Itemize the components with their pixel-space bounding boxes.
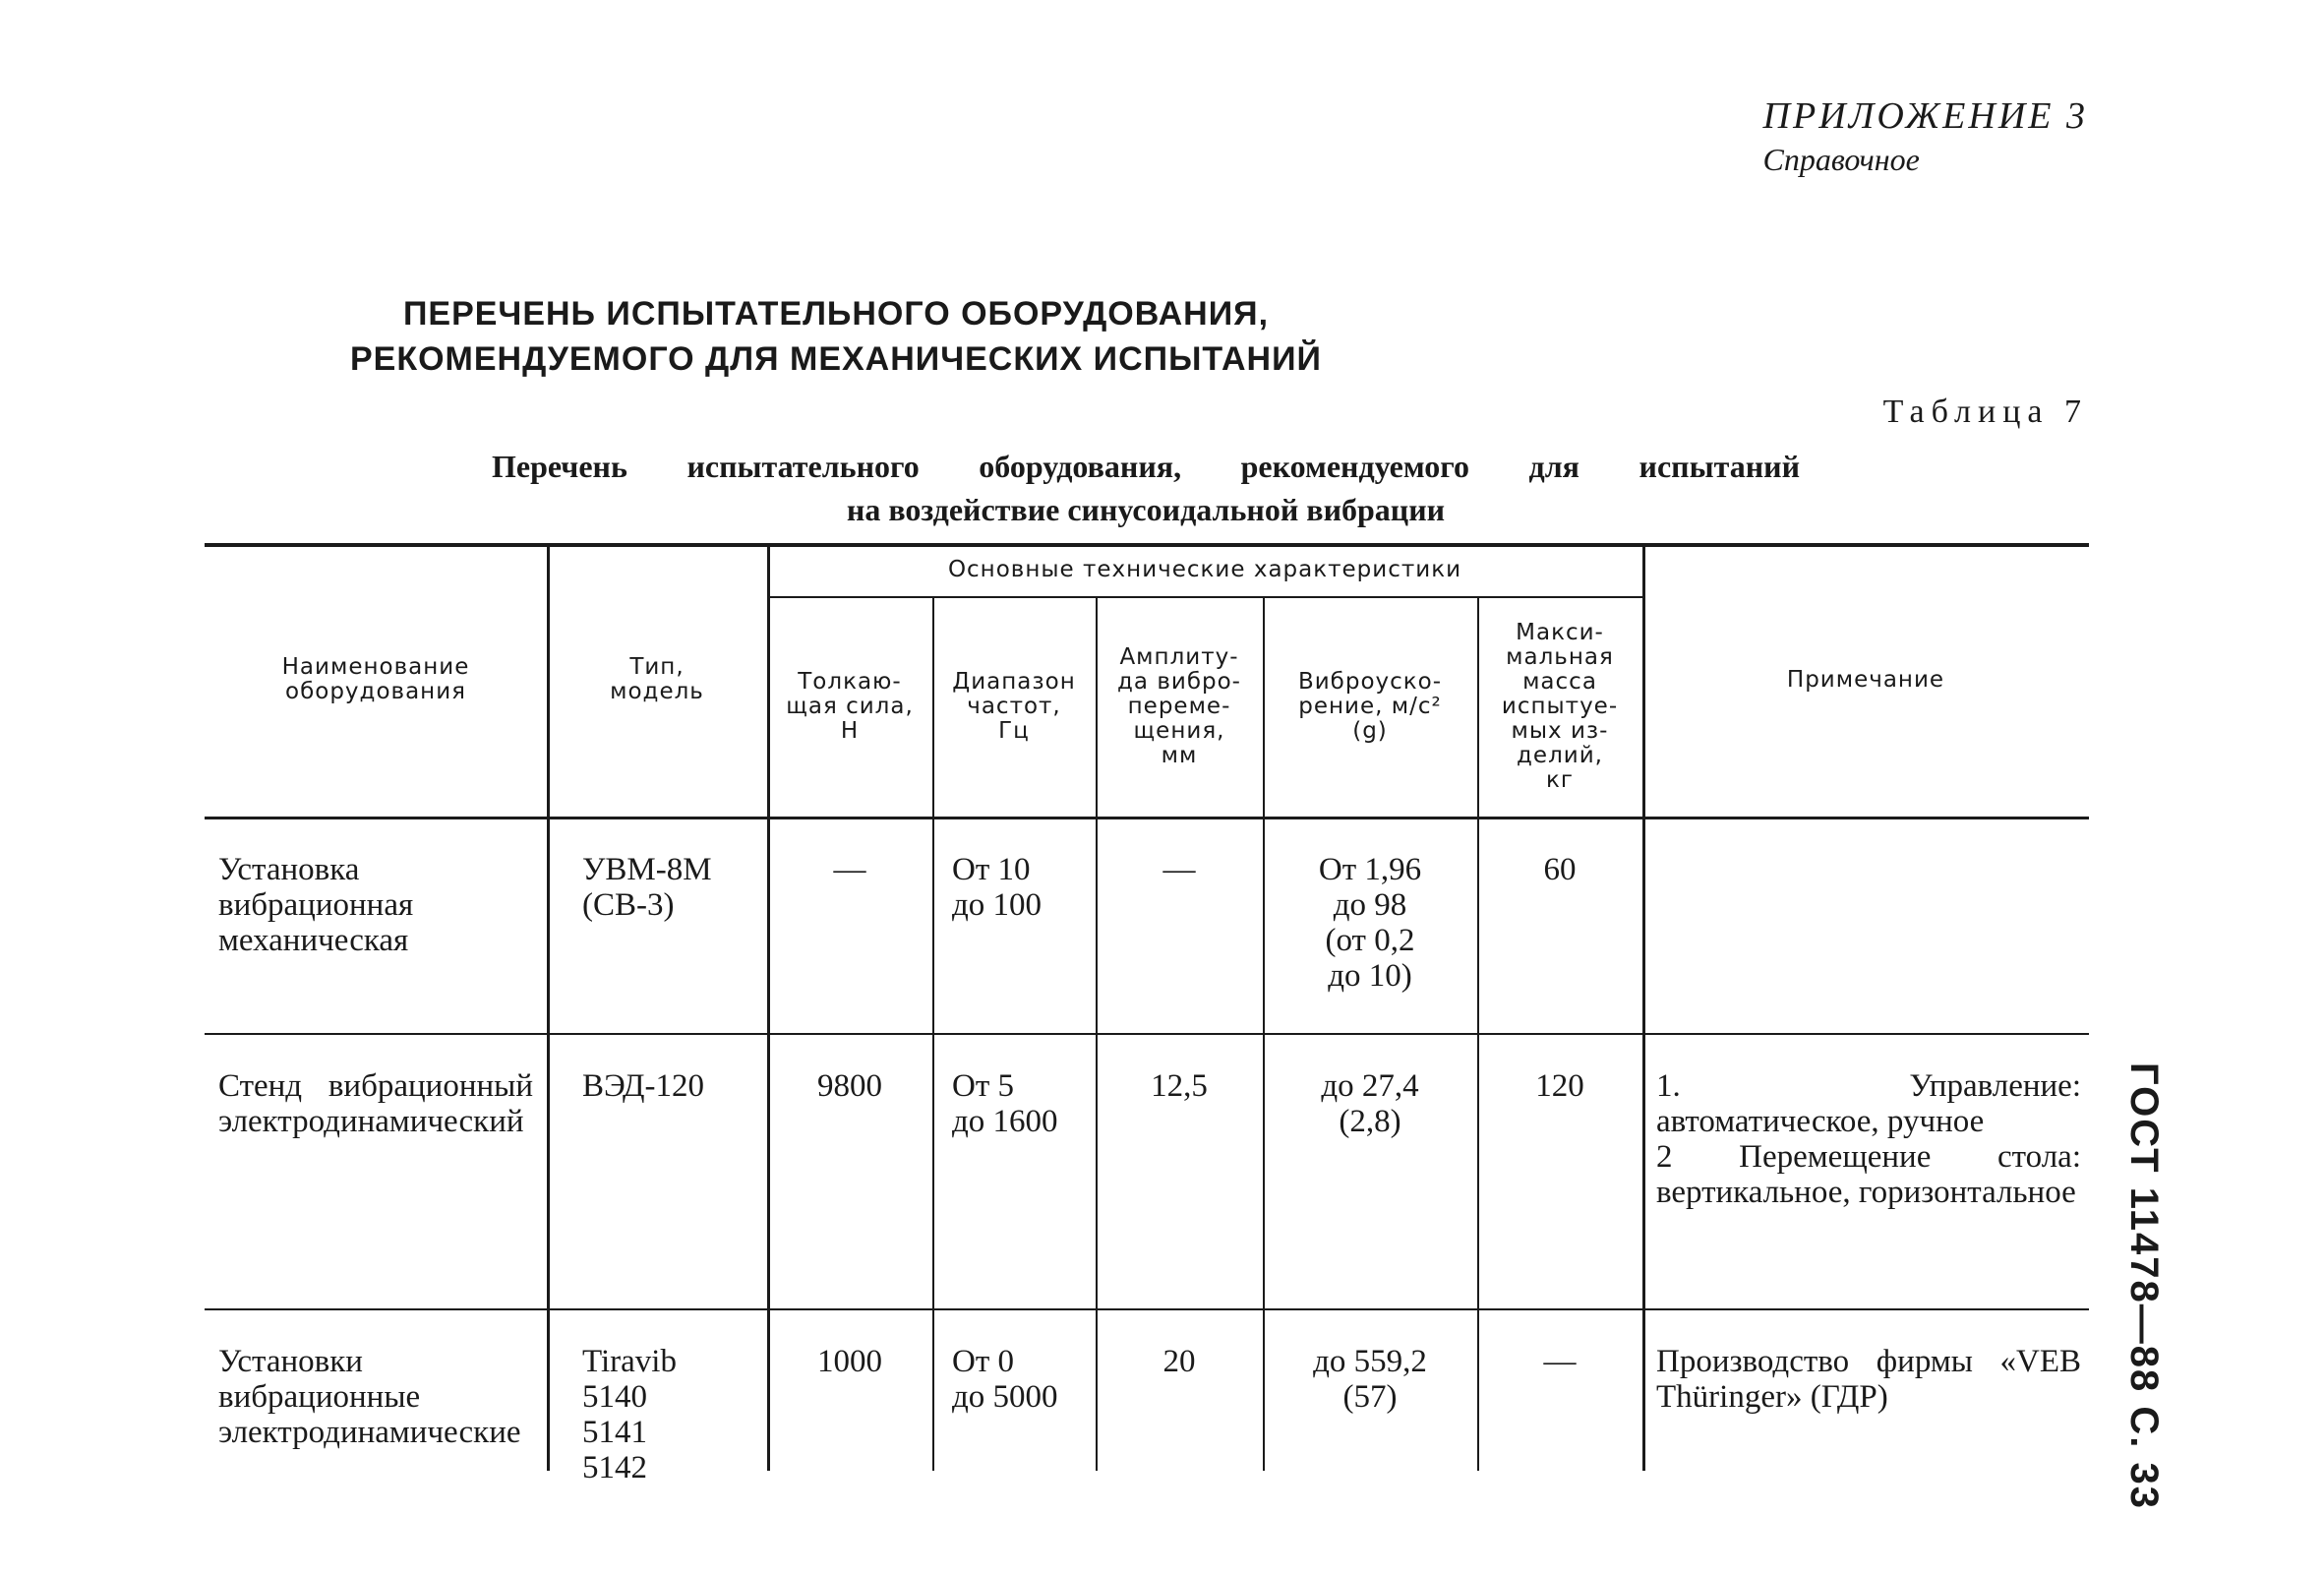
thrust-force: 9800 — [817, 1068, 882, 1104]
header-name — [205, 543, 547, 817]
header-group-main-characteristics: Основные технические характеристики — [947, 556, 1462, 582]
note-line: 1. Управление: автоматическое, ручное — [1656, 1068, 2081, 1139]
header-name-line: оборудования — [285, 679, 466, 704]
side-stamp: ГОСТ 11478—88 С. 33 — [2122, 1062, 2166, 1510]
vibration-acceleration-line: до 98 — [1333, 887, 1407, 923]
equipment-model-line: Tiravib — [582, 1344, 677, 1379]
equipment-name: Установка вибрационная механическая — [218, 852, 414, 958]
thrust-force: — — [833, 852, 866, 887]
equipment-model-line: ВЭД-120 — [582, 1068, 705, 1104]
vibration-acceleration-line: От 1,96 — [1318, 852, 1422, 887]
equipment-model-line: 5142 — [582, 1450, 647, 1485]
header-acceleration-line: (g) — [1352, 717, 1388, 744]
note — [1656, 852, 2081, 1029]
thrust-force: 1000 — [817, 1344, 882, 1379]
header-max-mass-line: масса — [1522, 668, 1597, 695]
appendix-subtitle: Справочное — [1762, 142, 1920, 177]
header-type — [547, 543, 767, 817]
header-amplitude — [1096, 596, 1263, 817]
vibration-acceleration-line: до 27,4 — [1321, 1068, 1419, 1104]
displacement-amplitude: 20 — [1162, 1344, 1196, 1379]
header-frequency-line: частот, — [967, 693, 1061, 719]
equipment-model — [582, 1068, 775, 1304]
note-line: 2 Перемещение стола: вертикальное, горизонтальное — [1656, 1139, 2081, 1210]
header-amplitude-line: да вибро- — [1117, 668, 1241, 695]
header-max-mass-line: Макси- — [1516, 619, 1604, 645]
header-force — [767, 596, 932, 817]
header-frequency-line: Гц — [998, 717, 1030, 744]
frequency-range-line: до 1600 — [952, 1104, 1058, 1139]
equipment-name: Стенд вибрационный электродинамический — [218, 1068, 533, 1139]
table-title-line1: Перечень испытательного оборудования, рекомендуемого для испытаний — [492, 449, 1800, 484]
header-max-mass-line: мых из- — [1511, 717, 1609, 744]
header-frequency-line: Диапазон — [952, 668, 1076, 695]
header-note — [1642, 543, 2089, 817]
note — [1656, 1068, 2081, 1304]
max-mass: 60 — [1543, 852, 1577, 887]
equipment-name: Установки вибрационные электродинамические — [218, 1344, 521, 1450]
frequency-range-line: до 5000 — [952, 1379, 1058, 1415]
note — [1656, 1344, 2081, 1467]
max-mass: 120 — [1535, 1068, 1584, 1104]
frequency-range-line: От 5 — [952, 1068, 1015, 1104]
header-force-line: Н — [840, 717, 860, 744]
table-number: Таблица 7 — [1882, 394, 2088, 430]
vibration-acceleration — [1277, 1344, 1463, 1467]
header-max-mass-line: делий, — [1517, 742, 1603, 768]
row-divider — [205, 1308, 2089, 1310]
header-frequency — [932, 596, 1096, 817]
displacement-amplitude: — — [1162, 852, 1196, 887]
frequency-range — [952, 1344, 1088, 1467]
equipment-model-line: 5141 — [582, 1415, 647, 1450]
note-line: Производство фирмы «VEB Thüringer» (ГДР) — [1656, 1344, 2081, 1415]
row-divider — [205, 1033, 2089, 1035]
max-mass: — — [1543, 1344, 1577, 1379]
frequency-range — [952, 852, 1088, 1029]
equipment-model — [582, 1344, 775, 1485]
header-max-mass — [1477, 596, 1642, 817]
header-max-mass-line: кг — [1546, 766, 1574, 793]
appendix-label: ПРИЛОЖЕНИЕ 3 — [1762, 95, 2088, 137]
vibration-acceleration-line: до 10) — [1328, 958, 1412, 994]
table-title — [492, 445, 1800, 531]
displacement-amplitude: 12,5 — [1151, 1068, 1208, 1104]
header-type-line: Тип, — [629, 654, 685, 680]
equipment-model-line: УВМ-8М — [582, 852, 712, 887]
vibration-acceleration — [1277, 1068, 1463, 1304]
header-max-mass-line: мальная — [1506, 643, 1614, 670]
header-amplitude-line: Амплиту- — [1119, 643, 1239, 670]
appendix-header — [1763, 94, 2088, 178]
vibration-acceleration — [1277, 852, 1463, 1029]
table-title-line2: на воздействие синусоидальной вибрации — [846, 492, 1446, 527]
header-acceleration-line: Виброуско- — [1297, 668, 1443, 695]
header-amplitude-line: щения, — [1133, 717, 1225, 744]
equipment-model — [582, 852, 775, 1029]
header-amplitude-line: мм — [1161, 742, 1198, 768]
frequency-range-line: От 10 — [952, 852, 1031, 887]
header-amplitude-line: переме- — [1127, 693, 1231, 719]
header-force-line: Толкаю- — [798, 668, 902, 695]
vibration-acceleration-line: (от 0,2 — [1325, 923, 1415, 958]
header-note-line: Примечание — [1786, 666, 1945, 693]
page-title-line1: ПЕРЕЧЕНЬ ИСПЫТАТЕЛЬНОГО ОБОРУДОВАНИЯ, — [402, 295, 1270, 333]
page-title-line2: РЕКОМЕНДУЕМОГО ДЛЯ МЕХАНИЧЕСКИХ ИСПЫТАНИЙ — [349, 340, 1322, 378]
header-type-line: модель — [610, 679, 704, 704]
equipment-model-line: (СВ-3) — [582, 887, 675, 923]
header-force-line: щая сила, — [786, 693, 914, 719]
page-title — [0, 291, 1672, 382]
frequency-range-line: до 100 — [952, 887, 1043, 923]
vibration-acceleration-line: до 559,2 — [1313, 1344, 1427, 1379]
header-max-mass-line: испытуе- — [1501, 693, 1619, 719]
frequency-range-line: От 0 — [952, 1344, 1015, 1379]
header-acceleration-line: рение, м/с² — [1298, 693, 1442, 719]
header-name-line: Наименование — [281, 654, 470, 680]
vibration-acceleration-line: (2,8) — [1339, 1104, 1401, 1139]
vibration-acceleration-line: (57) — [1342, 1379, 1398, 1415]
header-bottom-rule — [205, 817, 2089, 819]
equipment-model-line: 5140 — [582, 1379, 647, 1415]
header-acceleration — [1263, 596, 1477, 817]
frequency-range — [952, 1068, 1088, 1304]
